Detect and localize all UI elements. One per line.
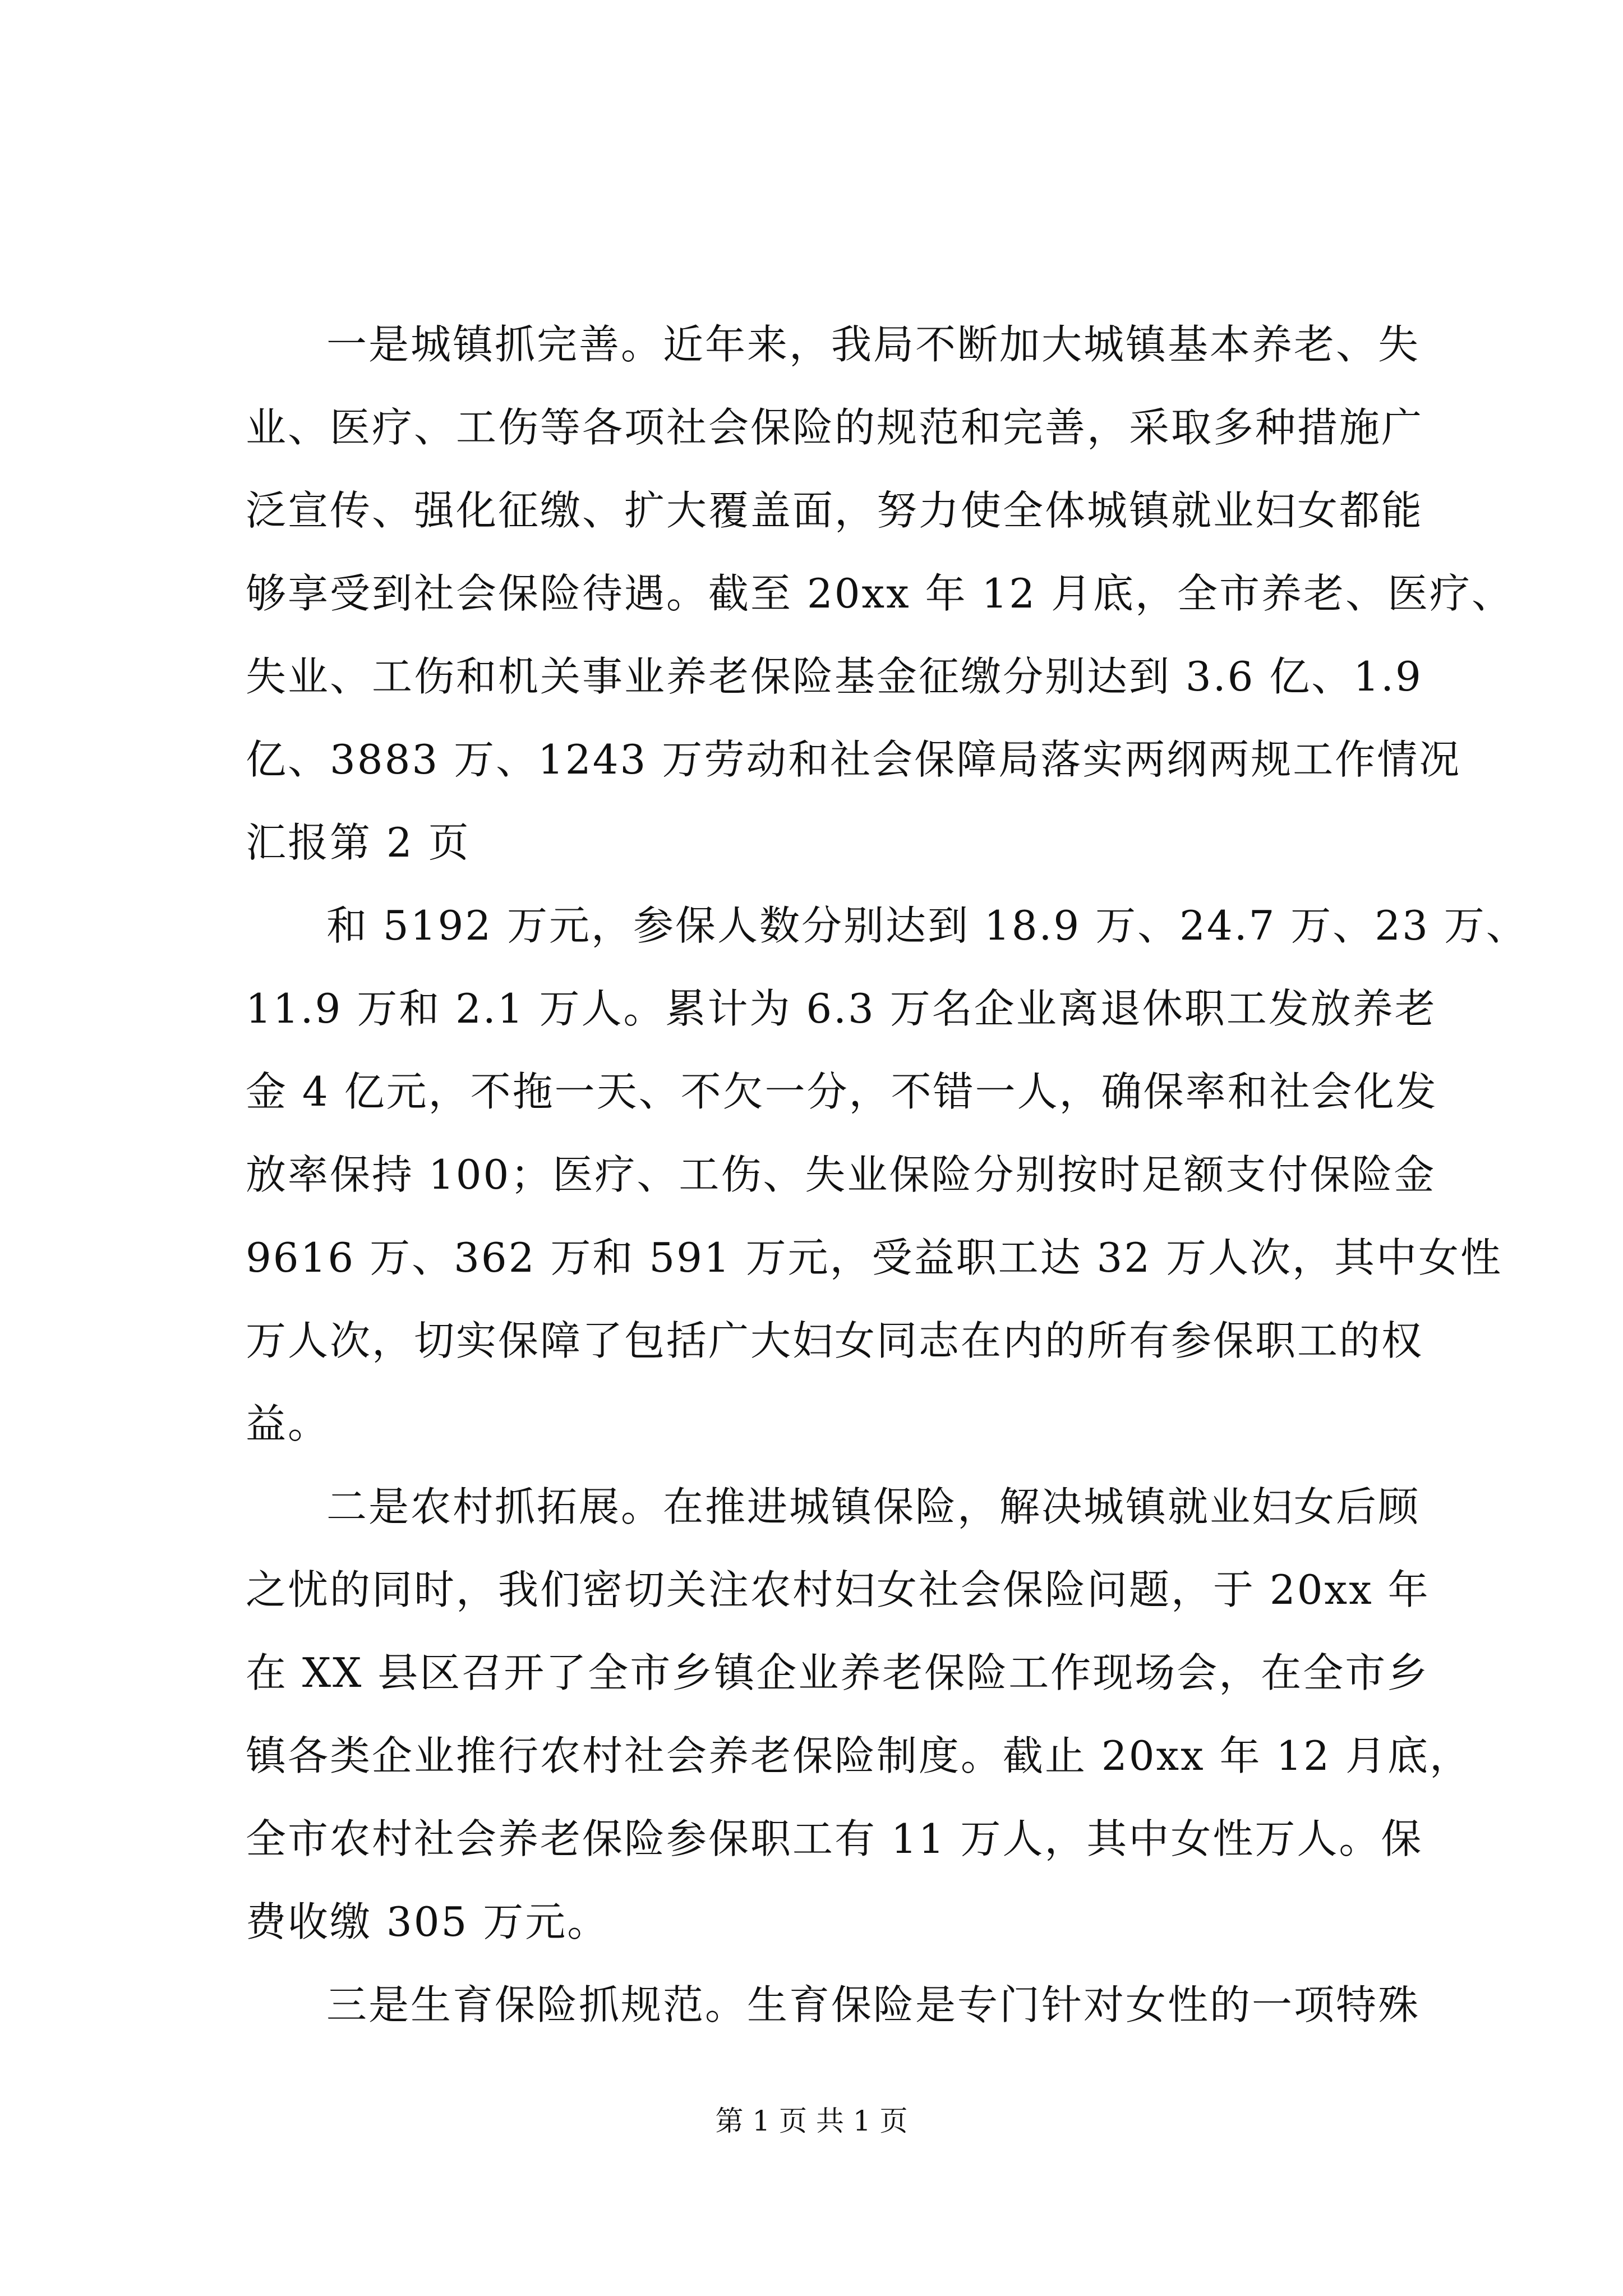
text-line: 三是生育保险抓规范。生育保险是专门针对女性的一项特殊 [326, 1981, 1421, 2028]
page-number-label: 第 1 页 共 1 页 [715, 2105, 908, 2137]
text-line: 一是城镇抓完善。近年来，我局不断加大城镇基本养老、失 [326, 321, 1421, 368]
document-body [246, 303, 1528, 2046]
text-line: 泛宣传、强化征缴、扩大覆盖面，努力使全体城镇就业妇女都能 [246, 487, 1424, 534]
text-line: 和 5192 万元，参保人数分别达到 18.9 万、24.7 万、23 万、 [326, 902, 1528, 949]
text-line: 之忧的同时，我们密切关注农村妇女社会保险问题，于 20xx 年 [246, 1566, 1430, 1613]
text-line: 11.9 万和 2.1 万人。累计为 6.3 万名企业离退休职工发放养老 [246, 985, 1437, 1032]
text-line: 二是农村抓拓展。在推进城镇保险，解决城镇就业妇女后顾 [326, 1483, 1421, 1530]
text-line: 汇报第 2 页 [246, 819, 471, 866]
text-line: 亿、3883 万、1243 万劳动和社会保障局落实两纲两规工作情况 [246, 736, 1461, 783]
text-line: 金 4 亿元，不拖一天、不欠一分，不错一人，确保率和社会化发 [246, 1068, 1438, 1115]
text-line: 失业、工伤和机关事业养老保险基金征缴分别达到 3.6 亿、1.9 [246, 653, 1423, 700]
text-line: 业、医疗、工伤等各项社会保险的规范和完善，采取多种措施广 [246, 404, 1424, 451]
text-line: 全市农村社会养老保险参保职工有 11 万人，其中女性万人。保 [246, 1815, 1423, 1862]
text-line: 够享受到社会保险待遇。截至 20xx 年 12 月底，全市养老、医疗、 [246, 570, 1514, 617]
text-line: 万人次，切实保障了包括广大妇女同志在内的所有参保职工的权 [246, 1317, 1424, 1364]
text-line: 镇各类企业推行农村社会养老保险制度。截止 20xx 年 12 月底， [246, 1732, 1472, 1779]
text-line: 9616 万、362 万和 591 万元，受益职工达 32 万人次，其中女性 [246, 1234, 1503, 1281]
text-line: 放率保持 100；医疗、工伤、失业保险分别按时足额支付保险金 [246, 1151, 1436, 1198]
text-line: 在 XX 县区召开了全市乡镇企业养老保险工作现场会，在全市乡 [246, 1649, 1430, 1696]
text-line: 费收缴 305 万元。 [246, 1898, 610, 1945]
text-line: 益。 [246, 1400, 330, 1447]
page-footer [0, 2101, 1623, 2141]
